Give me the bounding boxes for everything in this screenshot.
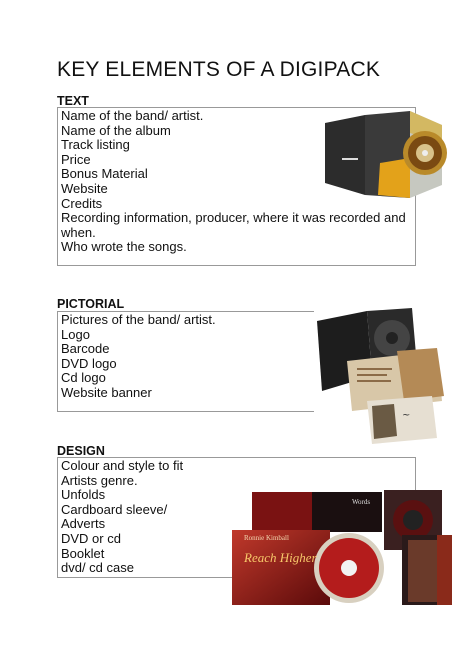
list-item: Artists genre. [61, 472, 138, 488]
list-item: Name of the album [61, 122, 171, 138]
list-item: Barcode [61, 341, 110, 357]
page-title: KEY ELEMENTS OF A DIGIPACK [57, 58, 381, 81]
design-cover-title: Reach Higher [244, 550, 317, 565]
list-item: Website banner [61, 384, 152, 400]
section-heading-text: TEXT [57, 94, 89, 108]
list-item: Track listing [61, 137, 130, 153]
svg-text:~: ~ [402, 410, 411, 421]
list-item: Colour and style to fit [61, 458, 184, 473]
list-item: Booklet [61, 545, 105, 561]
list-item: Credits [61, 195, 103, 211]
section-heading-pictorial: PICTORIAL [57, 297, 125, 311]
list-item: Name of the band/ artist. [61, 108, 204, 123]
digipack-booklet-photo [312, 306, 452, 446]
list-item: Logo [61, 326, 90, 342]
pictorial-section-list [61, 313, 311, 401]
list-item: Cd logo [61, 370, 106, 386]
list-item: Unfolds [61, 487, 106, 503]
list-item: Adverts [61, 516, 106, 532]
list-item: Website [61, 180, 108, 196]
digipack-open-photo [320, 103, 450, 203]
design-words-label: Words [352, 498, 371, 506]
design-cover-artist: Ronnie Kimball [244, 534, 289, 542]
section-heading-design: DESIGN [57, 444, 105, 458]
list-item: Cardboard sleeve/ [61, 501, 168, 517]
design-digipack-photo [232, 490, 457, 608]
list-item: dvd/ cd case [61, 560, 134, 576]
list-item: DVD logo [61, 355, 117, 371]
pictorial-section-box [57, 311, 314, 412]
list-item: Who wrote the songs. [61, 239, 187, 255]
list-item: Bonus Material [61, 166, 148, 182]
list-item: Pictures of the band/ artist. [61, 312, 216, 327]
list-item: Recording information, producer, where it was recorded and when. [61, 210, 406, 240]
list-item: DVD or cd [61, 530, 121, 546]
list-item: Price [61, 151, 91, 167]
